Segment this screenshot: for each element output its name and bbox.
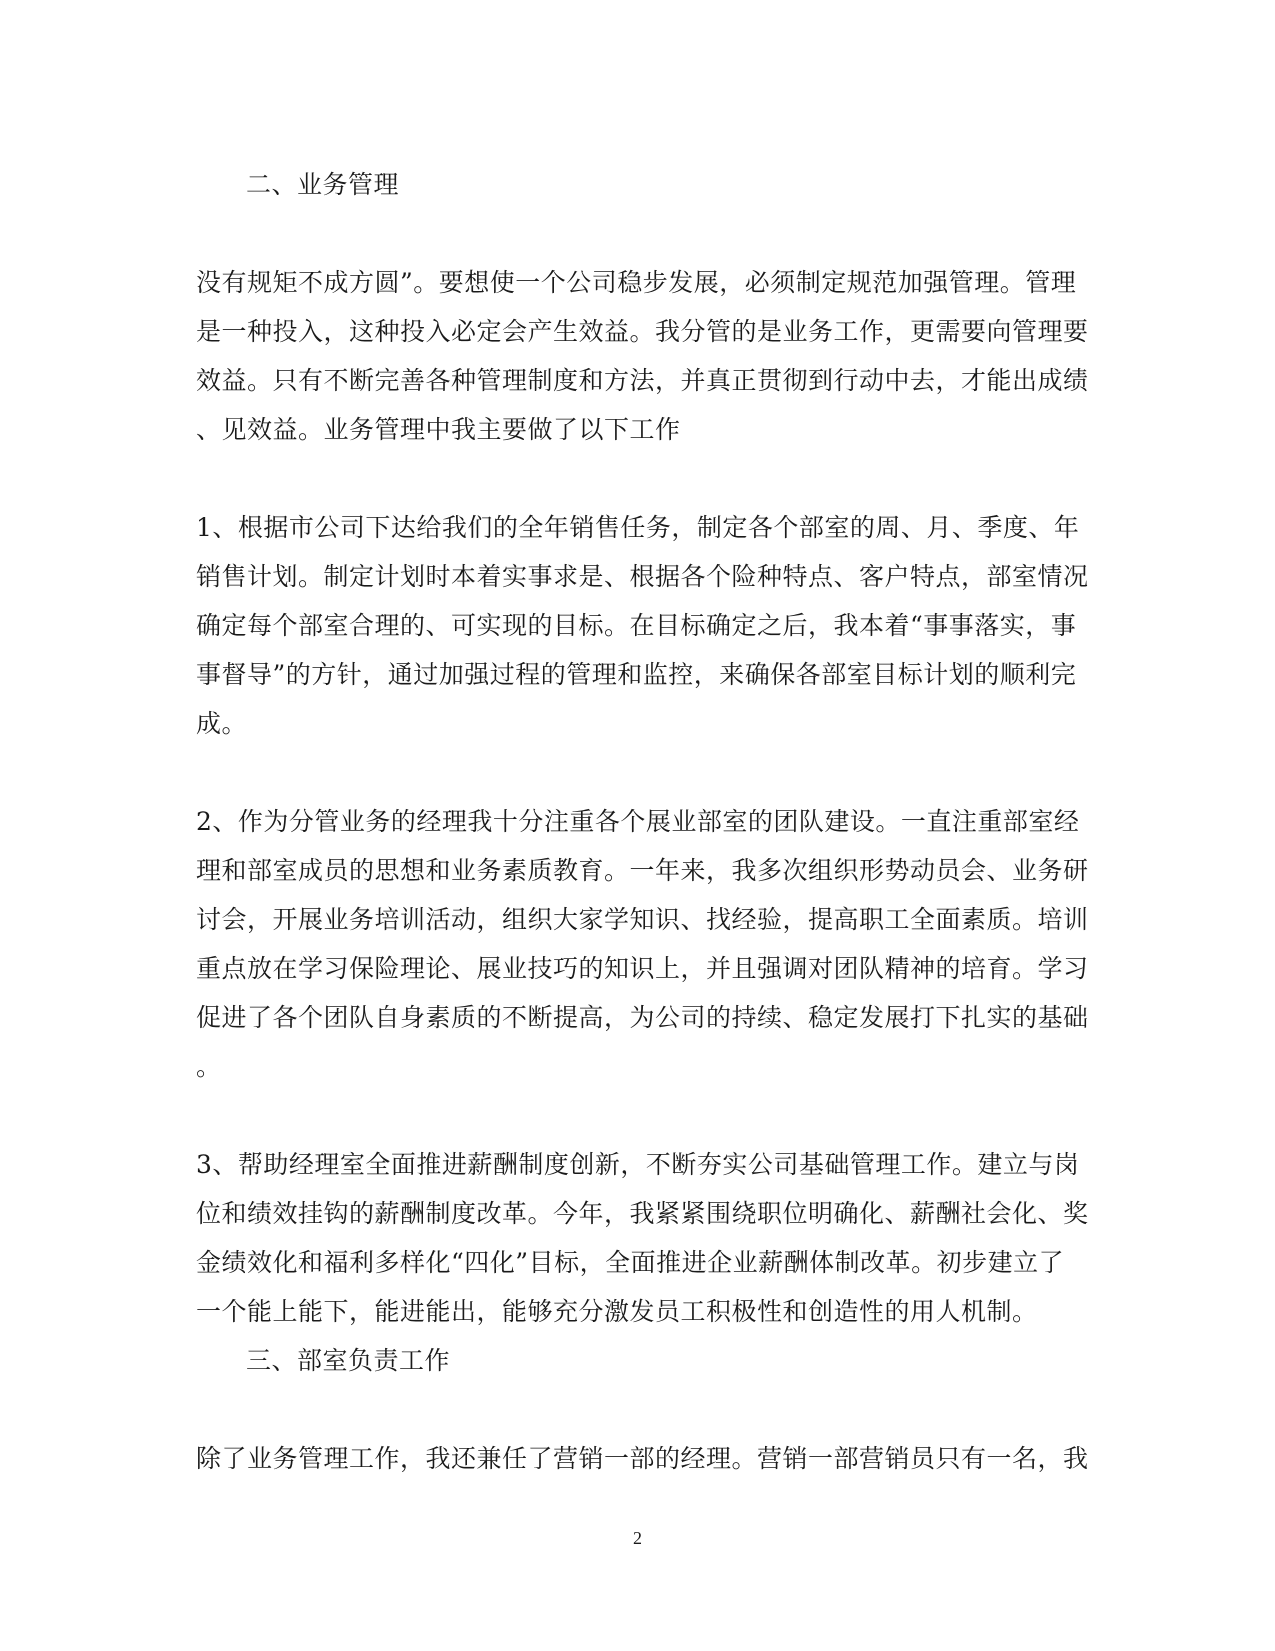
section-heading: 三、部室负责工作 [246, 1346, 451, 1375]
text-line: 销售计划。制定计划时本着实事求是、根据各个险种特点、客户特点，部室情况 [196, 562, 1089, 591]
text-line: 成。 [196, 709, 248, 738]
paragraph-gap [196, 209, 1076, 258]
text-line: 1、根据市公司下达给我们的全年销售任务，制定各个部室的周、月、季度、年 [196, 513, 1080, 542]
text-line: 3、帮助经理室全面推进薪酬制度创新，不断夯实公司基础管理工作。建立与岗 [196, 1150, 1080, 1179]
paragraph-gap [196, 1385, 1076, 1434]
text-line: 促进了各个团队自身素质的不断提高，为公司的持续、稳定发展打下扎实的基础 [196, 1003, 1089, 1032]
text-line: 是一种投入，这种投入必定会产生效益。我分管的是业务工作，更需要向管理要 [196, 317, 1089, 346]
paragraph-gap [196, 748, 1076, 797]
paragraph-gap [196, 1091, 1076, 1140]
text-line: 、见效益。业务管理中我主要做了以下工作 [196, 415, 681, 444]
text-line: 2、作为分管业务的经理我十分注重各个展业部室的团队建设。一直注重部室经 [196, 807, 1080, 836]
text-line: 讨会，开展业务培训活动，组织大家学知识、找经验，提高职工全面素质。培训 [196, 905, 1089, 934]
page-number: 2 [633, 1528, 642, 1548]
document-body [196, 160, 1089, 1483]
text-line: 位和绩效挂钩的薪酬制度改革。今年，我紧紧围绕职位明确化、薪酬社会化、奖 [196, 1199, 1089, 1228]
text-line: 没有规矩不成方圆”。要想使一个公司稳步发展，必须制定规范加强管理。管理 [196, 268, 1077, 297]
text-line: 除了业务管理工作，我还兼任了营销一部的经理。营销一部营销员只有一名，我 [196, 1444, 1089, 1473]
text-line: 效益。只有不断完善各种管理制度和方法，并真正贯彻到行动中去，才能出成绩 [196, 366, 1089, 395]
paragraph-gap [196, 454, 1076, 503]
text-line: 。 [196, 1052, 222, 1081]
text-line: 事督导”的方针，通过加强过程的管理和监控，来确保各部室目标计划的顺利完 [196, 660, 1077, 689]
section-heading: 二、业务管理 [246, 170, 400, 199]
text-line: 确定每个部室合理的、可实现的目标。在目标确定之后，我本着“事事落实，事 [196, 611, 1077, 640]
text-line: 重点放在学习保险理论、展业技巧的知识上，并且强调对团队精神的培育。学习 [196, 954, 1089, 983]
text-line: 金绩效化和福利多样化“四化”目标，全面推进企业薪酬体制改革。初步建立了 [196, 1248, 1065, 1277]
text-line: 一个能上能下，能进能出，能够充分激发员工积极性和创造性的用人机制。 [196, 1297, 1038, 1326]
text-line: 理和部室成员的思想和业务素质教育。一年来，我多次组织形势动员会、业务研 [196, 856, 1089, 885]
